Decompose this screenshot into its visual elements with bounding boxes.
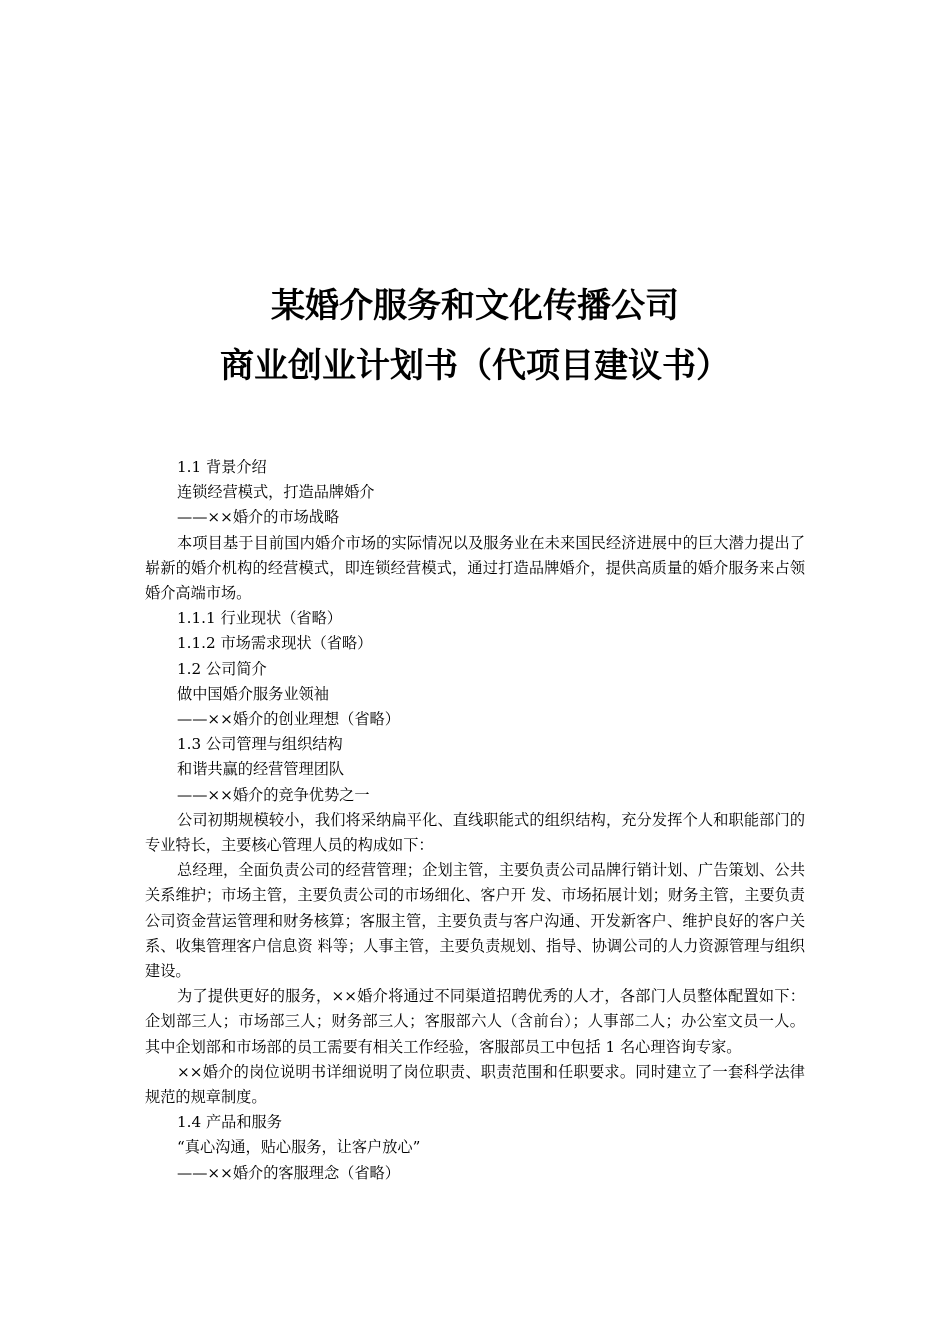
subheading-service-philosophy: ——××婚介的客服理念（省略）: [177, 1163, 400, 1182]
heading-background: 1.1 背景介绍: [177, 458, 267, 476]
paragraph-job-descriptions: ××婚介的岗位说明书详细说明了岗位职责、职责范围和任职要求。同时建立了一套科学法律规范的规章制度。: [145, 1062, 805, 1107]
heading-market-demand: 1.1.2 市场需求现状（省略）: [177, 634, 373, 653]
heading-products-services: 1.4 产品和服务: [177, 1113, 282, 1132]
subheading-chain-model: 连锁经营模式，打造品牌婚介: [177, 483, 375, 502]
subheading-management-team: 和谐共赢的经营管理团队: [177, 760, 345, 779]
subheading-competitive-advantage: ——××婚介的竞争优势之一: [177, 785, 370, 804]
paragraph-staffing: 为了提供更好的服务，××婚介将通过不同渠道招聘优秀的人才，各部门人员整体配置如下：企划部三人；市场部三人；财务部三人；客服部六人（含前台）；人事部二人；办公室文员一人。其中企划部和市场部的员工需要有相关工作经验，客服部员工中包括 1 名心理咨询专家。: [145, 987, 805, 1056]
subheading-industry-leader: 做中国婚介服务业领袖: [177, 684, 329, 703]
document-body: [145, 455, 805, 1186]
subheading-startup-ideal: ——××婚介的创业理想（省略）: [177, 710, 400, 729]
title-line-2: 商业创业计划书（代项目建议书）: [220, 346, 730, 386]
subheading-market-strategy: ——××婚介的市场战略: [177, 508, 340, 527]
subheading-service-slogan: “真心沟通，贴心服务，让客户放心”: [177, 1138, 421, 1157]
heading-management-structure: 1.3 公司管理与组织结构: [177, 735, 343, 754]
paragraph-management-roles: 总经理，全面负责公司的经营管理；企划主管，主要负责公司品牌行销计划、广告策划、公共关系维护；市场主管，主要负责公司的市场细化、客户开 发、市场拓展计划；财务主管，主要负责公司资金营运管理和财务核算；客服主管，主要负责与客户沟通、开发新客户、维护良好的客户关系、收集管理客户信息资 料等；人事主管，主要负责规划、指导、协调公司的人力资源管理与组织建设。: [145, 861, 805, 981]
paragraph-project-basis: 本项目基于目前国内婚介市场的实际情况以及服务业在未来国民经济进展中的巨大潜力提出了崭新的婚介机构的经营模式，即连锁经营模式，通过打造品牌婚介，提供高质量的婚介服务来占领婚介高端市场。: [145, 533, 805, 603]
heading-industry-status: 1.1.1 行业现状（省略）: [177, 609, 342, 628]
heading-company-intro: 1.2 公司简介: [177, 659, 267, 678]
title-line-1: 某婚介服务和文化传播公司: [271, 286, 679, 326]
paragraph-org-structure: 公司初期规模较小，我们将采纳扁平化、直线职能式的组织结构，充分发挥个人和职能部门的专业特长，主要核心管理人员的构成如下：: [145, 810, 805, 855]
document-title: [145, 278, 805, 394]
